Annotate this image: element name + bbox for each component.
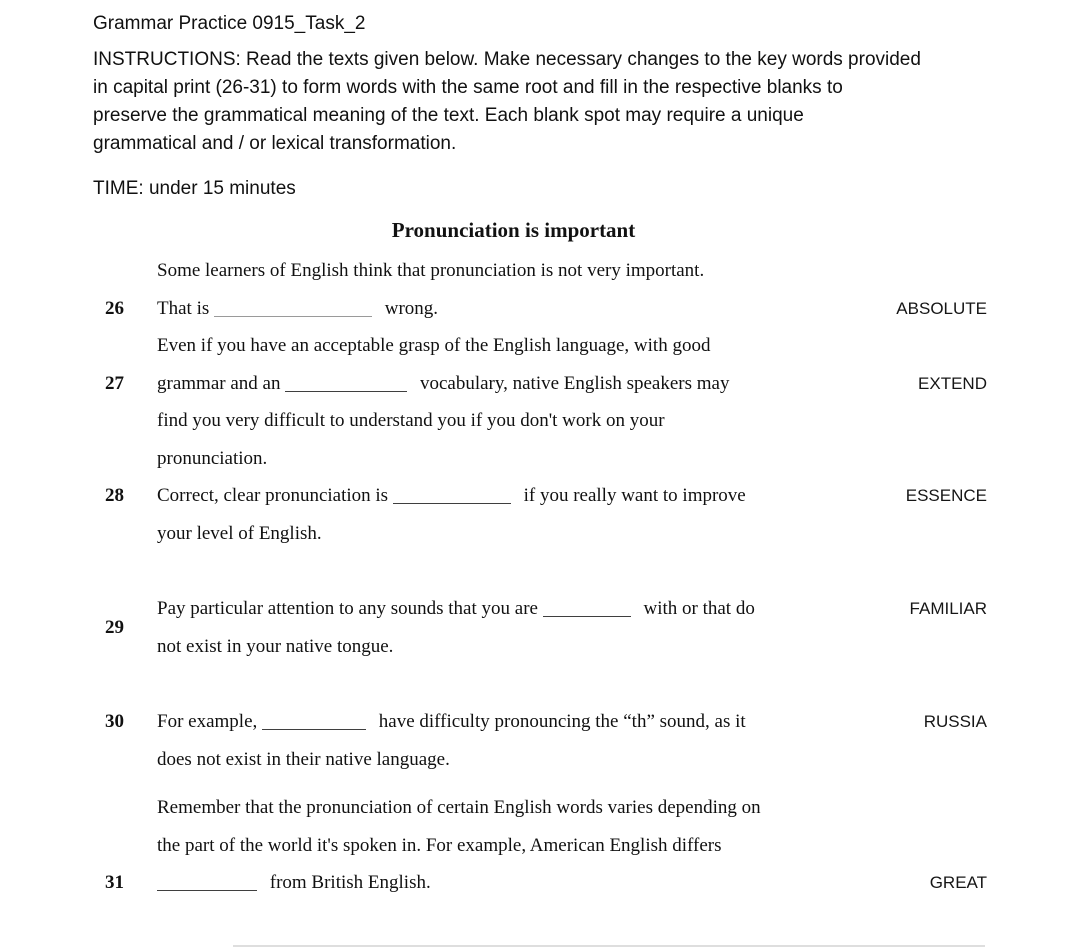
exercise-row: [93, 864, 987, 902]
exercise-heading: Pronunciation is important: [391, 218, 636, 242]
item-text: pronunciation.: [157, 447, 268, 469]
exercise-row: [93, 703, 987, 741]
instructions: [93, 46, 987, 158]
answer-blank: [214, 302, 372, 317]
item-number: [93, 327, 157, 365]
item-text: from British English.: [157, 864, 870, 902]
answer-blank: [262, 715, 366, 730]
bottom-rule: [233, 945, 985, 947]
exercise-row: [93, 515, 987, 553]
spacer: [93, 665, 987, 703]
item-text: does not exist in their native language.: [157, 748, 450, 770]
item-text: Pay particular attention to any sounds that you are with or that do: [157, 598, 755, 619]
exercise-row: [93, 590, 987, 638]
keyword-label: ESSENCE: [905, 486, 987, 505]
exercise-row: [93, 789, 987, 827]
item-number: 30: [105, 711, 124, 732]
item-number: 29: [105, 617, 124, 638]
instructions-line: grammatical and / or lexical transformation.: [93, 133, 457, 154]
item-number: [93, 402, 157, 440]
exercise-row: [93, 402, 987, 440]
item-text: For example, have difficulty pronouncing the “th” sound, as it: [157, 711, 746, 732]
answer-blank: [393, 489, 511, 504]
item-number: 26: [105, 297, 124, 319]
keyword-label: GREAT: [929, 873, 987, 892]
item-text: grammar and an vocabulary, native English speakers may: [157, 372, 730, 394]
item-number: 27: [105, 372, 124, 394]
instructions-line: INSTRUCTIONS: Read the texts given below. Make necessary changes to the key words provided: [93, 49, 921, 70]
item-text: Remember that the pronunciation of certain English words varies depending on: [157, 797, 761, 818]
item-text: find you very difficult to understand you if you don't work on your: [157, 410, 665, 431]
keyword-label: ABSOLUTE: [896, 298, 987, 318]
instructions-line: preserve the grammatical meaning of the text. Each blank spot may require a unique: [93, 105, 804, 126]
keyword-label: RUSSIA: [923, 712, 987, 731]
spacer: [93, 552, 987, 590]
exercise-row: [93, 477, 987, 515]
keyword-label: EXTEND: [918, 373, 987, 393]
exercise-row: [93, 628, 987, 666]
item-number: [93, 515, 157, 553]
item-text: the part of the world it's spoken in. For example, American English differs: [157, 834, 722, 856]
item-number: [93, 827, 157, 865]
document-title: Grammar Practice 0915_Task_2: [93, 13, 366, 34]
answer-blank: [285, 377, 407, 392]
item-number: [93, 741, 157, 779]
spacer: [93, 778, 987, 789]
keyword-label: FAMILIAR: [909, 599, 987, 618]
item-text: That is wrong.: [157, 297, 439, 319]
item-text: your level of English.: [157, 522, 322, 544]
exercise-row: [93, 252, 987, 290]
item-number: [93, 252, 157, 290]
exercise-row: [93, 327, 987, 365]
item-number: 31: [105, 872, 124, 893]
time-note: TIME: under 15 minutes: [93, 178, 296, 199]
answer-blank: [157, 876, 257, 891]
exercise-row: [93, 741, 987, 779]
instructions-line: in capital print (26-31) to form words with the same root and fill in the respective blanks to: [93, 77, 843, 98]
item-text: not exist in your native tongue.: [157, 635, 394, 657]
answer-blank: [543, 602, 631, 617]
item-number: [93, 440, 157, 478]
item-text: Some learners of English think that pronunciation is not very important.: [157, 260, 705, 281]
exercise-row: [93, 290, 987, 328]
item-number: [93, 789, 157, 827]
item-number: 28: [105, 485, 124, 506]
exercise-row: [93, 440, 987, 478]
item-text: Even if you have an acceptable grasp of the English language, with good: [157, 335, 711, 356]
exercise-body: [93, 252, 987, 902]
exercise-row: [93, 827, 987, 865]
exercise-row: [93, 365, 987, 403]
item-text: Correct, clear pronunciation is if you really want to improve: [157, 485, 746, 506]
